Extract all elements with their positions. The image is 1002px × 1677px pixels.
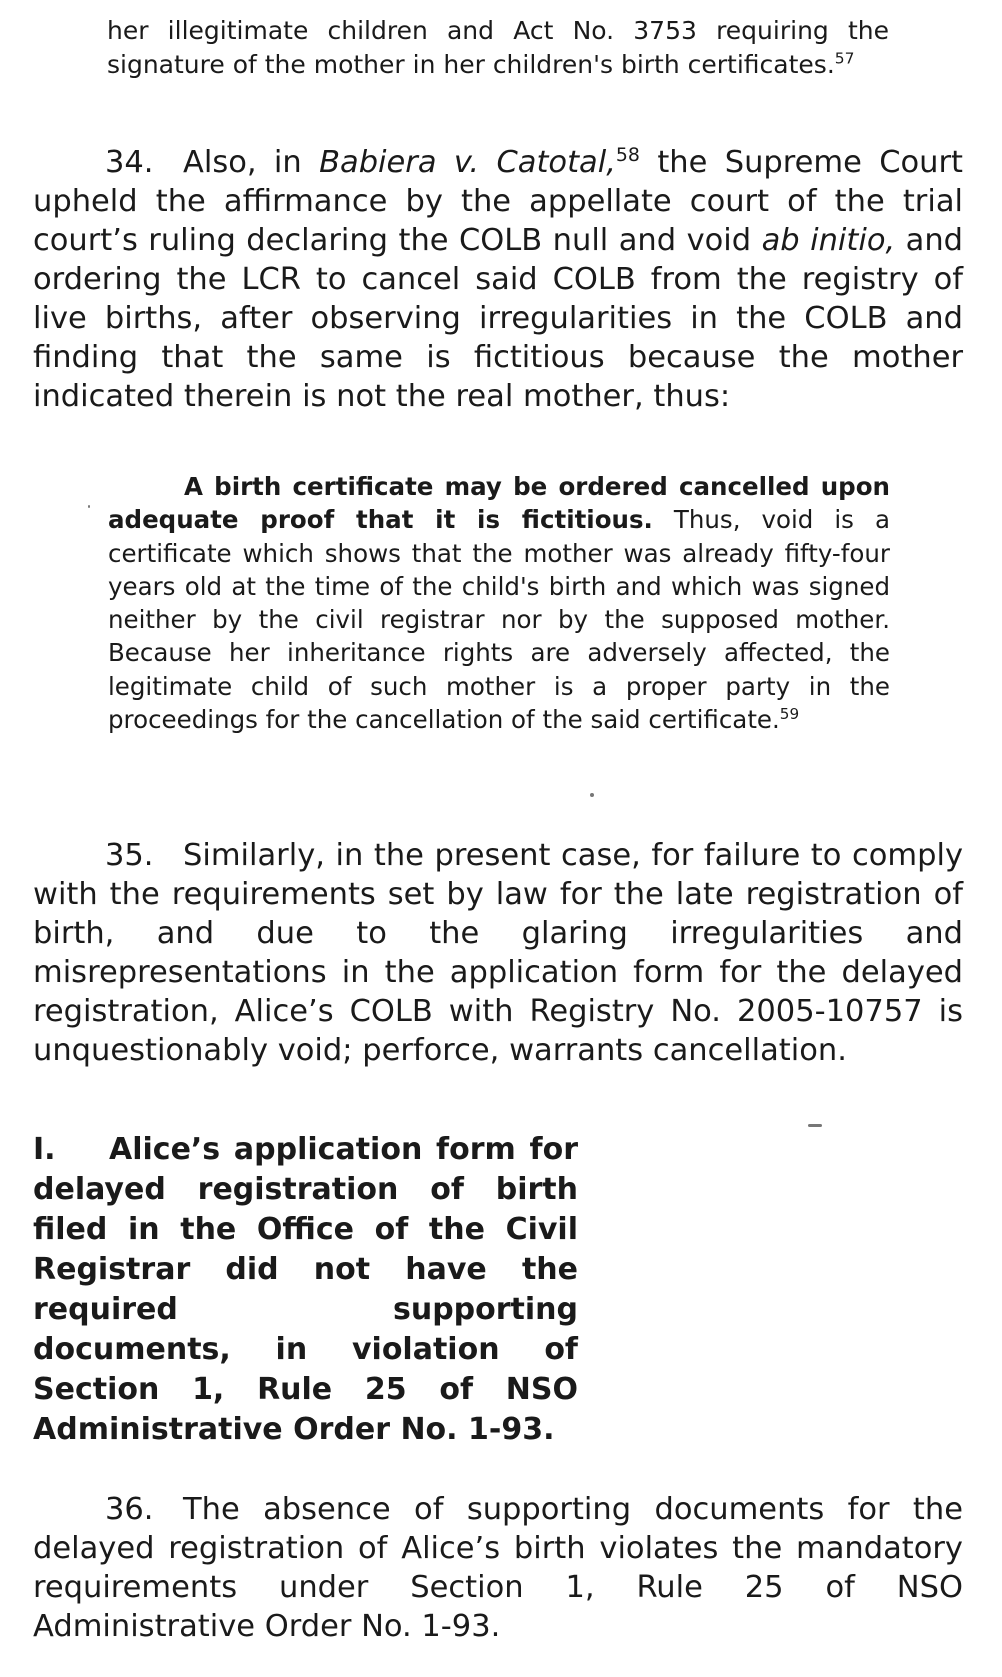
para34-text-part2: the Supreme Court upheld the affirmance by the appellate court of the trial court’s ruling declaring the COLB null and void — [33, 145, 964, 258]
paragraph-34 — [33, 143, 963, 416]
continued-paragraph-fragment — [107, 14, 889, 82]
footnote-ref-58: 58 — [615, 143, 640, 166]
para35-text: Similarly, in the present case, for failure to comply with the requirements set by law for the late registration of birth, and due to the glaring irregularities and misrepresentations in the application form for the delayed registration, Alice’s COLB with Registry No. 2005-10757 is unquestionably void; perforce, warrants cancellation. — [33, 838, 963, 1068]
heading-text: Alice’s application form for delayed registration of birth filed in the Office of the Civil Registrar did not have the required supporting documents, in violation of Section 1, Rule 25 of NSO Administrative Order No. 1-93. — [33, 1132, 578, 1447]
para34-text-part1: Also, in — [183, 145, 320, 180]
scan-speck — [590, 793, 594, 797]
footnote-ref-57: 57 — [834, 49, 855, 68]
section-heading — [33, 1130, 578, 1450]
footnote-ref-59: 59 — [779, 704, 800, 723]
paragraph-number: 35. — [105, 838, 154, 873]
fragment-text: her illegitimate children and Act No. 3753 requiring the signature of the mother in her children's birth certificates. — [107, 16, 889, 79]
case-citation: Babiera v. Catotal, — [319, 145, 616, 180]
quote-text: Thus, void is a certificate which shows that the mother was already fifty-four years old at the time of the child's birth and which was signed neither by the civil registrar nor by the supposed mother. Because her inheritance rights are adversely affected, the legitimate child of such mother is a proper party in the proceedings for the cancellation of the said certificate. — [108, 505, 890, 735]
latin-phrase: ab initio, — [761, 223, 896, 258]
scan-speck — [88, 505, 90, 508]
paragraph-number: 36. — [105, 1492, 154, 1527]
paragraph-36 — [33, 1490, 963, 1646]
para36-text: The absence of supporting documents for the delayed registration of Alice’s birth violates the mandatory requirements under Section 1, Rule 25 of NSO Administrative Order No. 1-93. — [33, 1492, 963, 1644]
quote-bold-text: A birth certificate may be ordered cancelled upon adequate proof that it is fictitious. — [108, 472, 890, 535]
heading-number: I. — [33, 1132, 56, 1167]
para34-text-part3: and ordering the LCR to cancel said COLB from the registry of live births, after observing irregularities in the COLB and finding that the same is fictitious because the mother indicated therein is not the real mother, thus: — [33, 223, 964, 414]
paragraph-number: 34. — [105, 145, 154, 180]
paragraph-35 — [33, 836, 963, 1070]
scan-speck — [808, 1124, 822, 1127]
block-quote — [108, 470, 890, 736]
